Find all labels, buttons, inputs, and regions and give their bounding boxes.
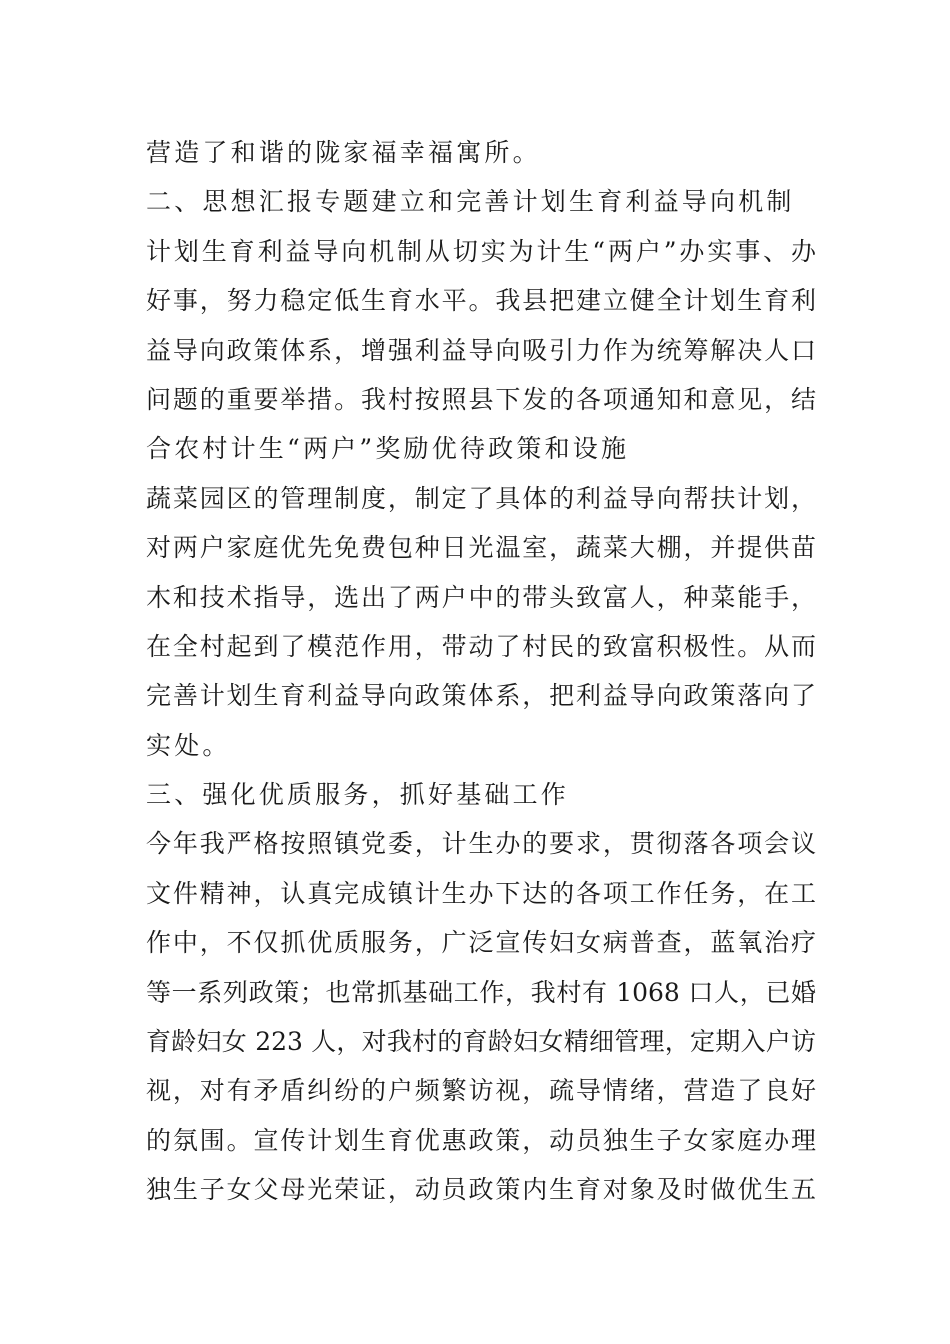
- paragraph-line: 实处。: [146, 730, 231, 760]
- paragraph-line: 等一系列政策；也常抓基础工作，我村有 1068 口人，已婚: [146, 977, 816, 1007]
- section-heading: 二、思想汇报专题建立和完善计划生育利益导向机制: [146, 187, 795, 217]
- paragraph-line: 蔬菜园区的管理制度，制定了具体的利益导向帮扶计划，: [146, 483, 816, 513]
- paragraph-line: 的氛围。宣传计划生育优惠政策，动员独生子女家庭办理: [146, 1125, 816, 1155]
- document-body: [146, 128, 816, 1215]
- paragraph-line: 完善计划生育利益导向政策体系，把利益导向政策落向了: [146, 681, 816, 711]
- paragraph-line: 育龄妇女 223 人，对我村的育龄妇女精细管理，定期入户访: [146, 1027, 816, 1057]
- paragraph-line: 益导向政策体系，增强利益导向吸引力作为统筹解决人口: [146, 335, 816, 365]
- paragraph-line: 独生子女父母光荣证，动员政策内生育对象及时做优生五: [146, 1175, 816, 1205]
- paragraph-line: 好事，努力稳定低生育水平。我县把建立健全计划生育利: [146, 286, 816, 316]
- paragraph-line: 今年我严格按照镇党委，计生办的要求，贯彻落各项会议: [146, 829, 816, 859]
- paragraph-line: 对两户家庭优先免费包种日光温室，蔬菜大棚，并提供苗: [146, 533, 816, 563]
- paragraph-line: 计划生育利益导向机制从切实为计生“两户”办实事、办: [146, 236, 816, 266]
- paragraph-line: 作中，不仅抓优质服务，广泛宣传妇女病普查，蓝氧治疗: [146, 928, 816, 958]
- paragraph-line: 营造了和谐的陇家福幸福寓所。: [146, 138, 541, 167]
- section-heading: 三、强化优质服务，抓好基础工作: [146, 780, 570, 810]
- paragraph-line: 文件精神，认真完成镇计生办下达的各项工作任务，在工: [146, 878, 816, 908]
- paragraph-line: 木和技术指导，选出了两户中的带头致富人，种菜能手，: [146, 582, 816, 612]
- paragraph-line: 视，对有矛盾纠纷的户频繁访视，疏导情绪，营造了良好: [146, 1076, 816, 1106]
- paragraph-line: 在全村起到了模范作用，带动了村民的致富积极性。从而: [146, 631, 816, 661]
- paragraph-line: 合农村计生“两户”奖励优待政策和设施: [146, 434, 630, 464]
- paragraph-line: 问题的重要举措。我村按照县下发的各项通知和意见，结: [146, 384, 816, 414]
